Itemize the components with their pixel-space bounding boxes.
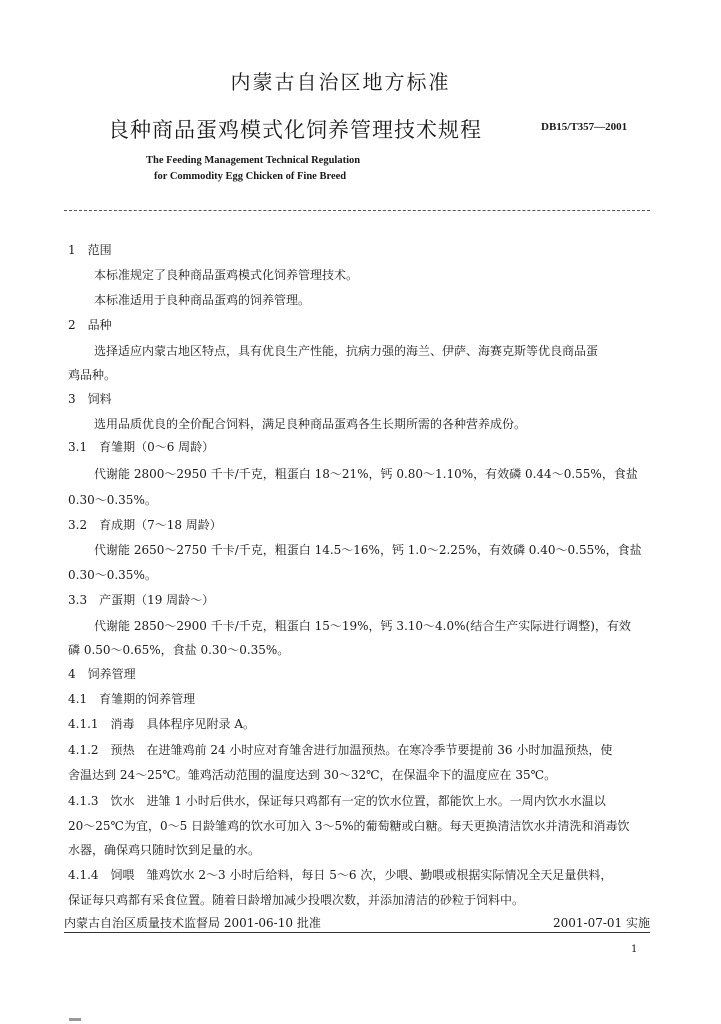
- paragraph-line: 选用品质优良的全价配合饲料，满足良种商品蛋鸡各生长期所需的各种营养成份。: [94, 417, 527, 431]
- subsection-heading: 3.3 产蛋期（19 周龄～）: [68, 593, 215, 607]
- section-heading: 2 品种: [68, 318, 112, 332]
- paragraph-line: 舍温达到 24～25℃。雏鸡活动范围的温度达到 30～32℃，在保温伞下的温度应在 35℃。: [68, 768, 557, 782]
- approval-date: 内蒙古自治区质量技术监督局 2001-06-10 批准: [64, 916, 321, 930]
- paragraph-line: 4.1.2 预热 在进雏鸡前 24 小时应对育雏舍进行加温预热。在寒冷季节要提前 36 小时加温预热，使: [68, 743, 613, 757]
- paragraph-line: 0.30～0.35%。: [68, 568, 157, 582]
- standard-header: 内蒙古自治区地方标准: [230, 70, 451, 94]
- paragraph-line: 本标准规定了良种商品蛋鸡模式化饲养管理技术。: [94, 268, 359, 282]
- section-heading: 1 范围: [68, 243, 112, 257]
- paragraph-line: 代谢能 2800～2950 千卡/千克，粗蛋白 18～21%，钙 0.80～1.10%，有效磷 0.44～0.55%，食盐: [94, 467, 638, 481]
- paragraph-line: 代谢能 2850～2900 千卡/千克，粗蛋白 15～19%，钙 3.10～4.0%(结合生产实际进行调整)，有效: [94, 619, 631, 633]
- paragraph-line: 保证每只鸡都有采食位置。随着日龄增加减少投喂次数，并添加清洁的砂粒于饲料中。: [68, 893, 525, 907]
- subsection-heading: 4.1 育雏期的饲养管理: [68, 692, 196, 706]
- standard-code: DB15/T357—2001: [541, 121, 628, 133]
- paragraph-line: 20～25℃为宜，0～5 日龄雏鸡的饮水可加入 3～5%的葡萄糖或白糖。每天更换清洁饮水并清洗和消毒饮: [68, 819, 630, 833]
- english-title-line-1: The Feeding Management Technical Regulation: [146, 155, 361, 166]
- document-title: 良种商品蛋鸡模式化饲养管理技术规程: [108, 118, 482, 142]
- paragraph-line: 4.1.1 消毒 具体程序见附录 A。: [68, 717, 256, 731]
- scan-speck: [69, 1018, 81, 1021]
- page-number: 1: [631, 944, 638, 955]
- subsection-heading: 3.2 育成期（7～18 周龄）: [68, 518, 222, 532]
- implementation-date: 2001-07-01 实施: [553, 916, 651, 930]
- paragraph-line: 4.1.3 饮水 进雏 1 小时后供水，保证每只鸡都有一定的饮水位置，都能饮上水。一周内饮水水温以: [68, 794, 606, 808]
- paragraph-line: 磷 0.50～0.65%，食盐 0.30～0.35%。: [68, 643, 290, 657]
- paragraph-line: 鸡品种。: [68, 368, 117, 382]
- section-heading: 3 饲料: [68, 392, 112, 406]
- section-heading: 4 饲养管理: [68, 667, 136, 681]
- paragraph-line: 代谢能 2650～2750 千卡/千克，粗蛋白 14.5～16%，钙 1.0～2.25%，有效磷 0.40～0.55%，食盐: [94, 543, 642, 557]
- subsection-heading: 3.1 育雏期（0～6 周龄）: [68, 440, 215, 454]
- footer-rule: [64, 932, 650, 933]
- paragraph-line: 选择适应内蒙古地区特点，具有优良生产性能，抗病力强的海兰、伊萨、海赛克斯等优良商品蛋: [94, 344, 599, 358]
- paragraph-line: 0.30～0.35%。: [68, 493, 157, 507]
- header-divider: [64, 210, 650, 211]
- english-title-line-2: for Commodity Egg Chicken of Fine Breed: [154, 171, 347, 182]
- paragraph-line: 水器，确保鸡只随时饮到足量的水。: [68, 843, 261, 857]
- paragraph-line: 本标准适用于良种商品蛋鸡的饲养管理。: [94, 293, 311, 307]
- paragraph-line: 4.1.4 饲喂 雏鸡饮水 2～3 小时后给料，每日 5～6 次，少喂、勤喂或根据实际情况全天足量供料，: [68, 868, 613, 882]
